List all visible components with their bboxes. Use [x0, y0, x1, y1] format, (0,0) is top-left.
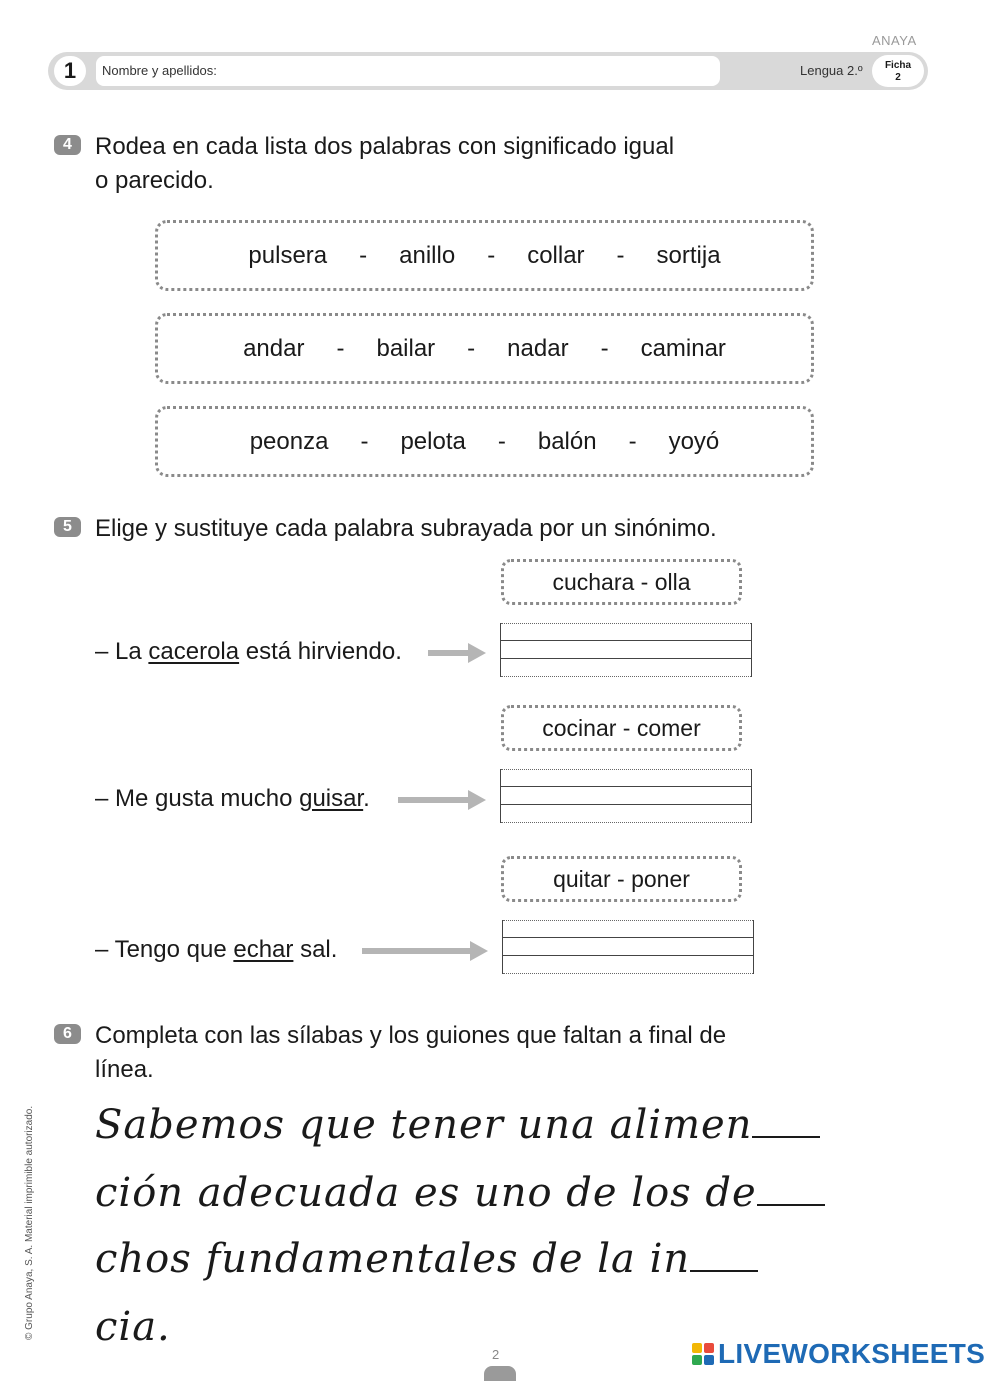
- word[interactable]: nadar: [507, 334, 569, 362]
- word[interactable]: collar: [527, 241, 585, 269]
- separator: -: [628, 427, 637, 455]
- blank-input[interactable]: [757, 1170, 825, 1206]
- ficha-number: 2: [895, 72, 901, 83]
- answer-lines-1[interactable]: [500, 623, 752, 677]
- page-tab: [484, 1366, 516, 1381]
- sentence-prefix: – La: [95, 638, 149, 665]
- sentence-prefix: – Tengo que: [95, 936, 234, 963]
- sentence-3: [95, 935, 337, 965]
- separator: -: [336, 334, 345, 362]
- word[interactable]: bailar: [376, 334, 436, 362]
- word[interactable]: pulsera: [248, 241, 328, 269]
- question-6-title-line1: Completa con las sílabas y los guiones que faltan a final de: [95, 1022, 727, 1049]
- sentence-suffix: .: [363, 785, 370, 812]
- word[interactable]: pelota: [400, 427, 466, 455]
- sentence-suffix: sal.: [293, 936, 338, 963]
- word-list-3: [155, 406, 814, 477]
- brand-logo: ANAYA: [872, 33, 917, 48]
- cursive-text: Sabemos que tener una alimen: [95, 1102, 753, 1148]
- sentence-prefix: – Me gusta mucho: [95, 785, 300, 812]
- underlined-word: echar: [233, 936, 294, 963]
- cursive-line-1: [95, 1100, 820, 1150]
- word-list-2: [155, 313, 814, 384]
- arrow-right-icon: [362, 939, 490, 963]
- word[interactable]: balón: [537, 427, 597, 455]
- cursive-line-3: [95, 1234, 758, 1284]
- options-box-1: cuchara - olla: [501, 559, 742, 605]
- arrow-right-icon: [428, 641, 488, 665]
- underlined-word: cacerola: [148, 638, 240, 665]
- liveworksheets-icon: [692, 1343, 714, 1365]
- word[interactable]: anillo: [399, 241, 456, 269]
- sentence-1: [95, 637, 402, 667]
- question-5-title: Elige y sustituye cada palabra subrayada por un sinónimo.: [95, 515, 717, 542]
- cursive-text: cia.: [95, 1304, 171, 1350]
- word[interactable]: andar: [243, 334, 305, 362]
- separator: -: [359, 241, 368, 269]
- subject-label: Lengua 2.º: [800, 63, 863, 78]
- question-6-title: [95, 1019, 726, 1087]
- answer-lines-3[interactable]: [502, 920, 754, 974]
- separator: -: [616, 241, 625, 269]
- separator: -: [497, 427, 506, 455]
- question-4-title: [95, 130, 674, 198]
- options-box-3: quitar - poner: [501, 856, 742, 902]
- word[interactable]: peonza: [249, 427, 329, 455]
- question-6-title-line2: línea.: [95, 1056, 154, 1083]
- question-4-badge: 4: [54, 135, 81, 155]
- underlined-word: guisar: [299, 785, 364, 812]
- answer-lines-2[interactable]: [500, 769, 752, 823]
- separator: -: [487, 241, 496, 269]
- question-4-title-line1: Rodea en cada lista dos palabras con significado igual: [95, 133, 675, 160]
- sentence-suffix: está hirviendo.: [239, 638, 402, 665]
- question-6-badge: 6: [54, 1024, 81, 1044]
- question-4-title-line2: o parecido.: [95, 167, 214, 194]
- cursive-line-4: [95, 1302, 171, 1352]
- name-field[interactable]: Nombre y apellidos:: [96, 56, 720, 86]
- header-bar: [48, 52, 928, 90]
- ficha-label: Ficha: [884, 60, 912, 71]
- ficha-badge: [872, 55, 924, 87]
- unit-number: 1: [54, 56, 86, 86]
- page-number: 2: [492, 1347, 500, 1362]
- blank-input[interactable]: [690, 1236, 758, 1272]
- cursive-text: ción adecuada es uno de los de: [95, 1170, 757, 1216]
- liveworksheets-text: LIVEWORKSHEETS: [718, 1338, 986, 1369]
- separator: -: [467, 334, 476, 362]
- separator: -: [360, 427, 369, 455]
- cursive-text: chos fundamentales de la in: [95, 1236, 691, 1282]
- separator: -: [600, 334, 609, 362]
- word[interactable]: caminar: [640, 334, 726, 362]
- blank-input[interactable]: [752, 1102, 820, 1138]
- sentence-2: [95, 784, 370, 814]
- arrow-right-icon: [398, 788, 488, 812]
- copyright-text: © Grupo Anaya, S. A. Material imprimible autorizado.: [24, 1105, 35, 1340]
- options-box-2: cocinar - comer: [501, 705, 742, 751]
- word[interactable]: yoyó: [668, 427, 720, 455]
- cursive-line-2: [95, 1168, 825, 1218]
- question-5-badge: 5: [54, 517, 81, 537]
- liveworksheets-logo[interactable]: [692, 1338, 985, 1370]
- word-list-1: [155, 220, 814, 291]
- word[interactable]: sortija: [656, 241, 721, 269]
